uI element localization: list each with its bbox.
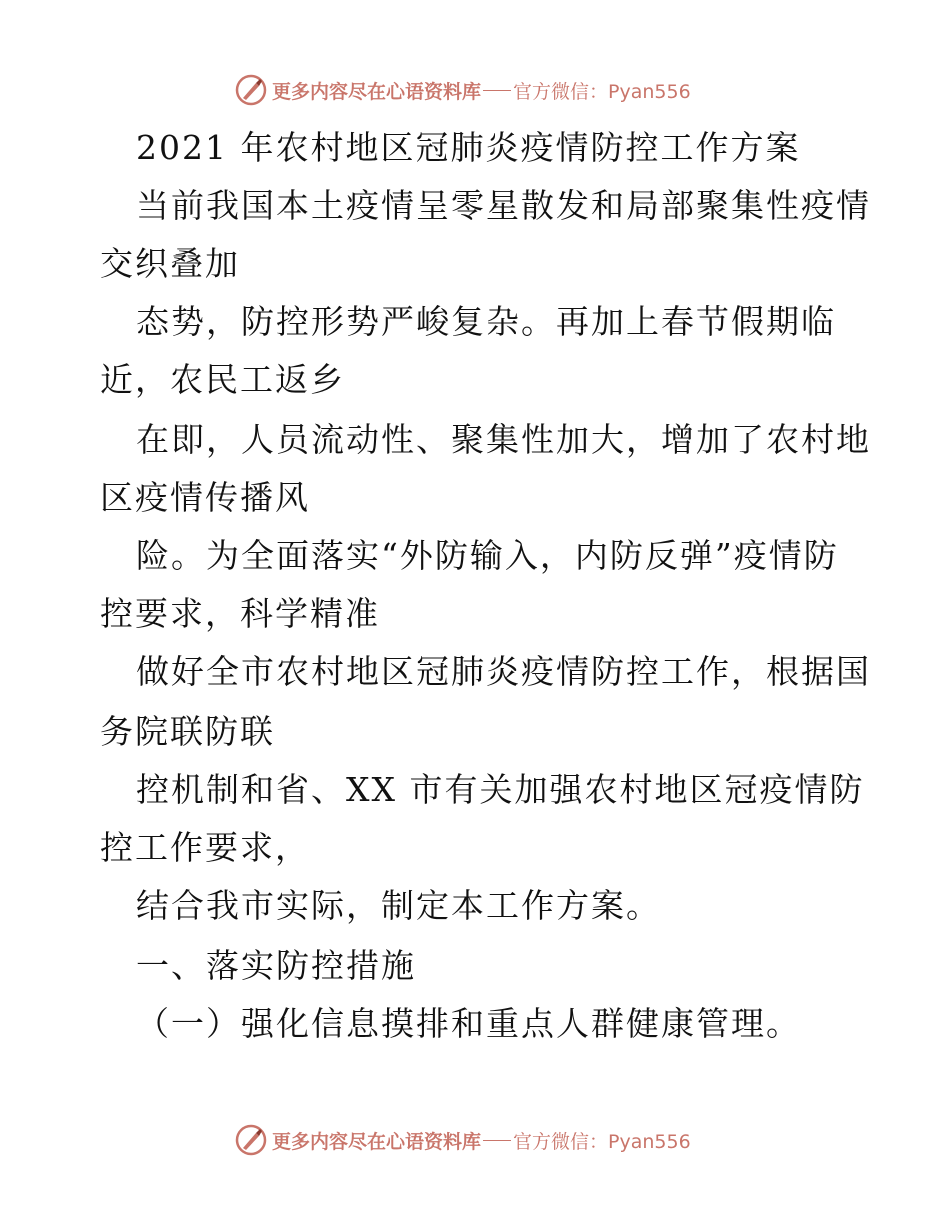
body-line: 做好全市农村地区冠肺炎疫情防控工作，根据国: [136, 652, 871, 691]
section-heading: 一、落实防控措施: [136, 946, 416, 985]
body-line: 态势，防控形势严峻复杂。再加上春节假期临: [136, 302, 836, 341]
watermark-wechat: 官方微信：Pyan556: [513, 80, 691, 103]
body-line: 控要求，科学精准: [100, 594, 380, 633]
body-line: 近，农民工返乡: [100, 360, 345, 399]
body-line: 务院联防联: [100, 712, 275, 751]
body-line: 在即，人员流动性、聚集性加大，增加了农村地: [136, 420, 871, 459]
subsection-heading: （一）强化信息摸排和重点人群健康管理。: [136, 1004, 801, 1043]
body-line: 控机制和省、XX 市有关加强农村地区冠疫情防: [136, 770, 865, 809]
pen-logo-icon: [234, 73, 268, 107]
watermark-dash: [483, 90, 511, 91]
watermark-dash: [483, 1140, 511, 1141]
watermark-text: 更多内容尽在心语资料库: [272, 80, 482, 103]
body-line: 险。为全面落实“外防输入，内防反弹”疫情防: [136, 536, 839, 575]
watermark-wechat: 官方微信：Pyan556: [513, 1130, 691, 1153]
document-title: 2021 年农村地区冠肺炎疫情防控工作方案: [136, 128, 801, 167]
body-line: 区疫情传播风: [100, 478, 310, 517]
top-watermark-banner: [234, 73, 691, 107]
watermark-text: 更多内容尽在心语资料库: [272, 1130, 482, 1153]
body-line: 控工作要求，: [100, 828, 310, 867]
body-line: 交织叠加: [100, 244, 240, 283]
pen-logo-icon: [234, 1123, 268, 1157]
bottom-watermark-banner: [234, 1123, 691, 1157]
body-line: 结合我市实际，制定本工作方案。: [136, 886, 661, 925]
body-line: 当前我国本土疫情呈零星散发和局部聚集性疫情: [136, 186, 871, 225]
